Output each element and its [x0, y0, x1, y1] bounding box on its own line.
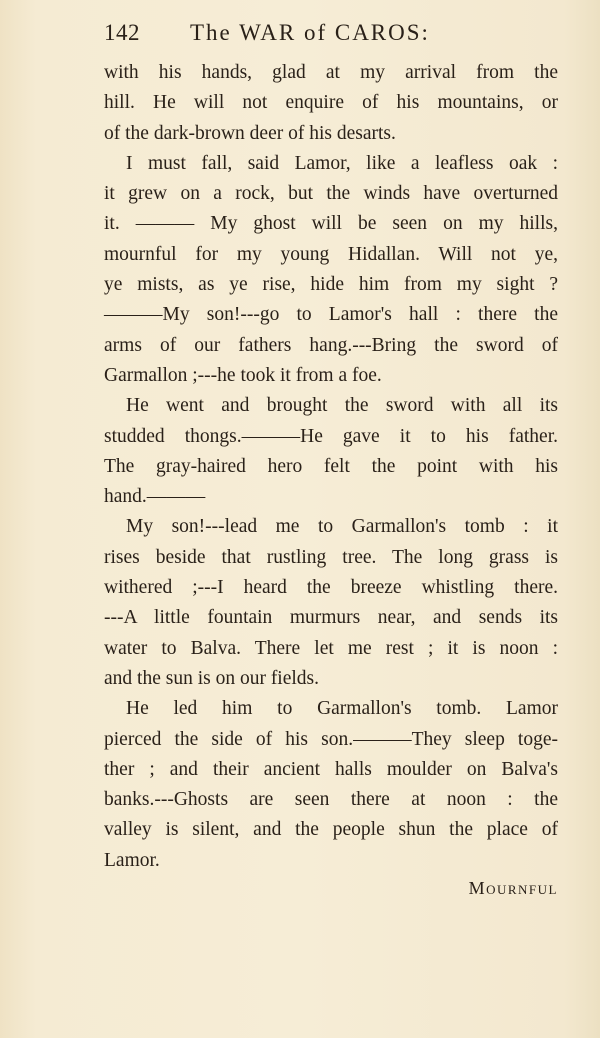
text-line: mournful for my young Hidallan. Will not ye, [104, 243, 558, 265]
page-number: 142 [104, 20, 140, 45]
body-text [104, 58, 558, 876]
text-line: pierced the side of his son.———They sleep toge- [104, 728, 558, 750]
text-line: ye mists, as ye rise, hide him from my sight ? [104, 274, 558, 296]
text-line: The gray-haired hero felt the point with his [104, 455, 558, 477]
text-line: with his hands, glad at my arrival from the [104, 62, 558, 83]
text-line: ———My son!---go to Lamor's hall : there the [104, 304, 558, 326]
text-line: it. ——— My ghost will be seen on my hills, [104, 213, 558, 235]
page-header [104, 20, 558, 52]
catchword: Mournful [468, 878, 558, 898]
text-line: ---A little fountain murmurs near, and sends its [104, 607, 558, 629]
text-line: valley is silent, and the people shun the place of [104, 819, 558, 841]
paragraph-start-line: My son!---lead me to Garmallon's tomb : it [126, 516, 558, 538]
text-line: and the sun is on our fields. [104, 667, 320, 689]
text-line: hill. He will not enquire of his mountains, or [104, 92, 558, 114]
text-line: of the dark-brown deer of his desarts. [104, 122, 396, 144]
paragraph-start-line: I must fall, said Lamor, like a leafless oak : [126, 152, 558, 174]
text-line: withered ;---I heard the breeze whistling there. [104, 577, 558, 599]
text-line: it grew on a rock, but the winds have overturned [104, 183, 558, 205]
text-line: hand.——— [104, 486, 206, 508]
paragraph-start-line: He went and brought the sword with all its [126, 395, 558, 417]
text-line: Garmallon ;---he took it from a foe. [104, 364, 382, 386]
text-line: ther ; and their ancient halls moulder on Balva's [104, 758, 558, 780]
running-title: The WAR of CAROS: [190, 20, 430, 45]
text-line: water to Balva. There let me rest ; it is noon : [104, 637, 558, 659]
text-line: rises beside that rustling tree. The long grass is [104, 546, 558, 568]
text-line: studded thongs.———He gave it to his father. [104, 425, 558, 447]
paragraph-start-line: He led him to Garmallon's tomb. Lamor [126, 698, 558, 720]
text-line: Lamor. [104, 849, 160, 871]
text-line: banks.---Ghosts are seen there at noon : the [104, 789, 558, 811]
text-line: arms of our fathers hang.---Bring the sword of [104, 334, 558, 356]
